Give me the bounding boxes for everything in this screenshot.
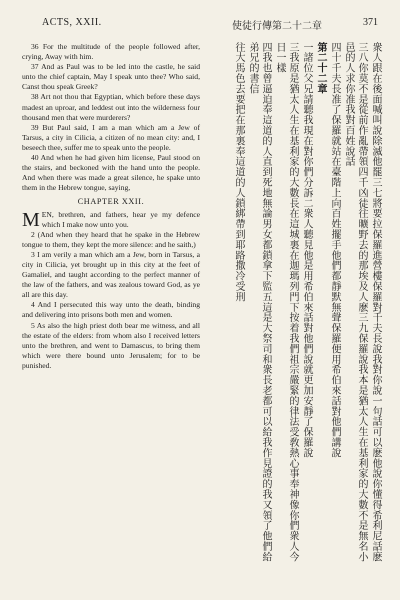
verse-4: 4 And I persecuted this way unto the death, binding and delivering into prisons both men and women. (22, 300, 200, 320)
chinese-line: 四十千夫長准了保羅就站在臺階上向百姓擺手他們都靜默無聲保羅便用希伯來話對他們講說 (329, 42, 340, 458)
page-header (22, 17, 378, 33)
chinese-line: 往大馬色去要把在那裏奉這道的人鎖綁帶到耶路撒冷受刑 (233, 42, 244, 302)
verse-37: 37 And as Paul was to be led into the castle, he said unto the chief captain, May I speak unto thee? Who said, Canst thou speak Greek? (22, 62, 200, 92)
page-number: 371 (363, 17, 378, 28)
chinese-line: 衆人跟在後面喊叫說除滅他罷三七將要拉保羅進營樓保羅對千夫長說我對你說一句話可以麽他說你懂得希利尼話麽 (370, 42, 381, 562)
chinese-line: 一諸位父兄請聽我現在對你們分訴二衆人聽見他是用希伯來話對他們說就更加安靜了保羅說 (301, 42, 312, 458)
chinese-line: 四我也曾逼迫奉這道的人直到死地無論男女都鎖拿下監五這是大祭司和衆長老都可以給我作見證的我又領了他們給弟兄的書信 (247, 42, 271, 562)
chinese-line: 三八你莫不是從前作亂帶領四千凶徒往曠野去的那埃及人麽三九保羅說我本是猶太人生在基利家的大數不是無名小邑的人求你准我對百姓說話 (343, 42, 367, 562)
verse-36: 36 For the multitude of the people followed after, crying, Away with him. (22, 42, 200, 62)
chinese-chapter-heading: 第二十二章 (315, 42, 326, 94)
running-head-english: ACTS, XXII. (42, 17, 102, 28)
verse-1-text: EN, brethren, and fathers, hear ye my defence which I make now unto you. (41, 209, 200, 229)
drop-cap: M (22, 208, 40, 231)
running-head-chinese: 使徒行傳第二十二章 (232, 21, 322, 32)
verse-5: 5 As also the high priest doth bear me witness, and all the estate of the elders: from whom also I received letters unto the brethren, and went to Damascus, to bring them which were there bound unto Jerusalem; for to be punished. (22, 320, 200, 370)
chinese-column (206, 42, 382, 564)
chinese-line: 三我原是猶太人生在基利家的大數長在這城裏在迦瑪列門下按着我們祖宗嚴緊的律法受敎熱心事奉神像你們衆人今日一樣 (274, 42, 298, 562)
verse-1 (22, 210, 200, 230)
verse-40: 40 And when he had given him license, Paul stood on the stairs, and beckoned with the hand unto the people. And when there was made a great silence, he spake unto them in the Hebrew tongue, saying, (22, 153, 200, 193)
verse-2: 2 (And when they heard that he spake in the Hebrew tongue to them, they kept the more silence: and he saith,) (22, 229, 200, 249)
verse-38: 38 Art not thou that Egyptian, which before these days madest an uproar, and leddest out into the wilderness four thousand men that were murderers? (22, 92, 200, 122)
english-column (22, 42, 200, 371)
chapter-heading: CHAPTER XXII. (77, 197, 145, 207)
verse-3: 3 I am verily a man which am a Jew, born in Tarsus, a city in Cilicia, yet brought up in this city at the feet of Gamaliel, and taught according to the perfect manner of the law of the fathers, and was zealous toward God, as ye all are this day. (22, 249, 200, 300)
verse-39: 39 But Paul said, I am a man which am a Jew of Tarsus, a city in Cilicia, a citizen of no mean city: and, I beseech thee, suffer me to speak unto the people. (22, 122, 200, 152)
